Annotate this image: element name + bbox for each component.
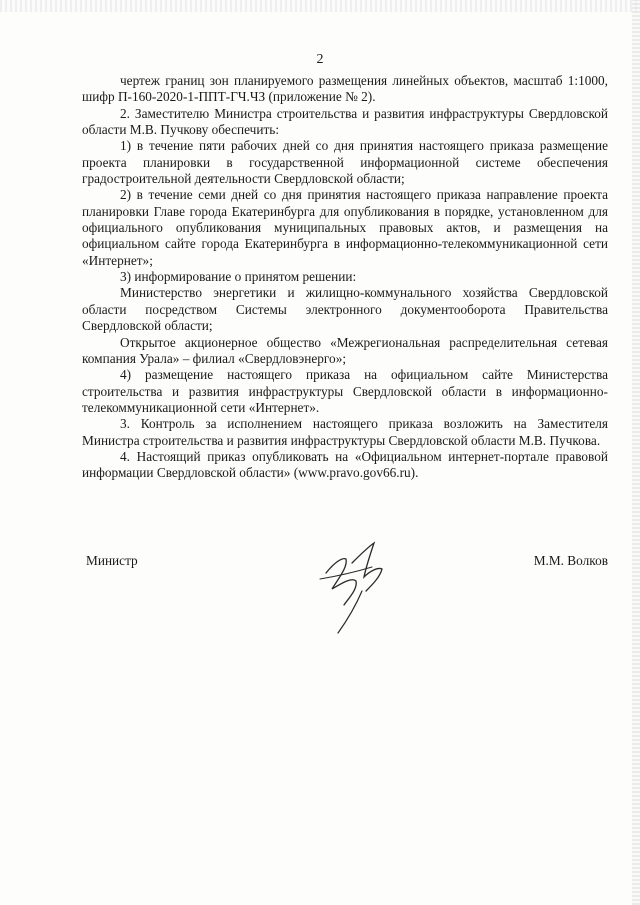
paragraph-subitem-4: 4) размещение настоящего приказа на официальном сайте Министерства строительства и развития инфраструктуры Свердловской области в информационно-телекоммуникационной сети «Интернет». (82, 367, 608, 415)
paragraph-item-3: 3. Контроль за исполнением настоящего приказа возложить на Заместителя Министра строительства и развития инфраструктуры Свердловской области М.В. Пучкова. (82, 416, 608, 448)
paragraph-subitem-1: 1) в течение пяти рабочих дней со дня принятия настоящего приказа размещение проекта планировки в государственной информационной системе обеспечения градостроительной деятельности Свердловской области; (82, 138, 608, 187)
signatory-role: Министр (86, 553, 138, 568)
paragraph-subitem-3: 3) информирование о принятом решении: (120, 269, 357, 285)
paragraph-continuation: чертеж границ зон планируемого размещения линейных объектов, масштаб 1:1000, шифр П-160-2020-1-ППТ-ГЧ.ЧЗ (приложение № 2). (82, 73, 608, 105)
document-body (82, 73, 608, 482)
paragraph-recipient-ministry: Министерство энергетики и жилищно-коммунального хозяйства Свердловской области посредством Системы электронного документооборота Правительства Свердловской области; (82, 285, 608, 334)
scan-noise-right (632, 0, 640, 905)
page-number: 2 (316, 52, 324, 67)
signatory-name: М.М. Волков (533, 553, 608, 568)
scan-noise-top (0, 0, 640, 12)
paragraph-subitem-2: 2) в течение семи дней со дня принятия настоящего приказа направление проекта планировки Главе города Екатеринбурга для опубликования в порядке, установленном для официального опубликования муниципальных правовых актов, и размещения на официальном сайте города Екатеринбурга в информационно-телекоммуникационной сети «Интернет»; (82, 187, 608, 268)
paragraph-item-2: 2. Заместителю Министра строительства и развития инфраструктуры Свердловской области М.В. Пучкову обеспечить: (82, 105, 608, 138)
paragraph-recipient-company: Открытое акционерное общество «Межрегиональная распределительная сетевая компания Урала» – филиал «Свердловэнерго»; (82, 334, 608, 366)
paragraph-item-4: 4. Настоящий приказ опубликовать на «Официальном интернет-портале правовой информации Свердловской области» (www.pravo.gov66.ru). (82, 448, 608, 481)
handwritten-signature (312, 533, 402, 643)
